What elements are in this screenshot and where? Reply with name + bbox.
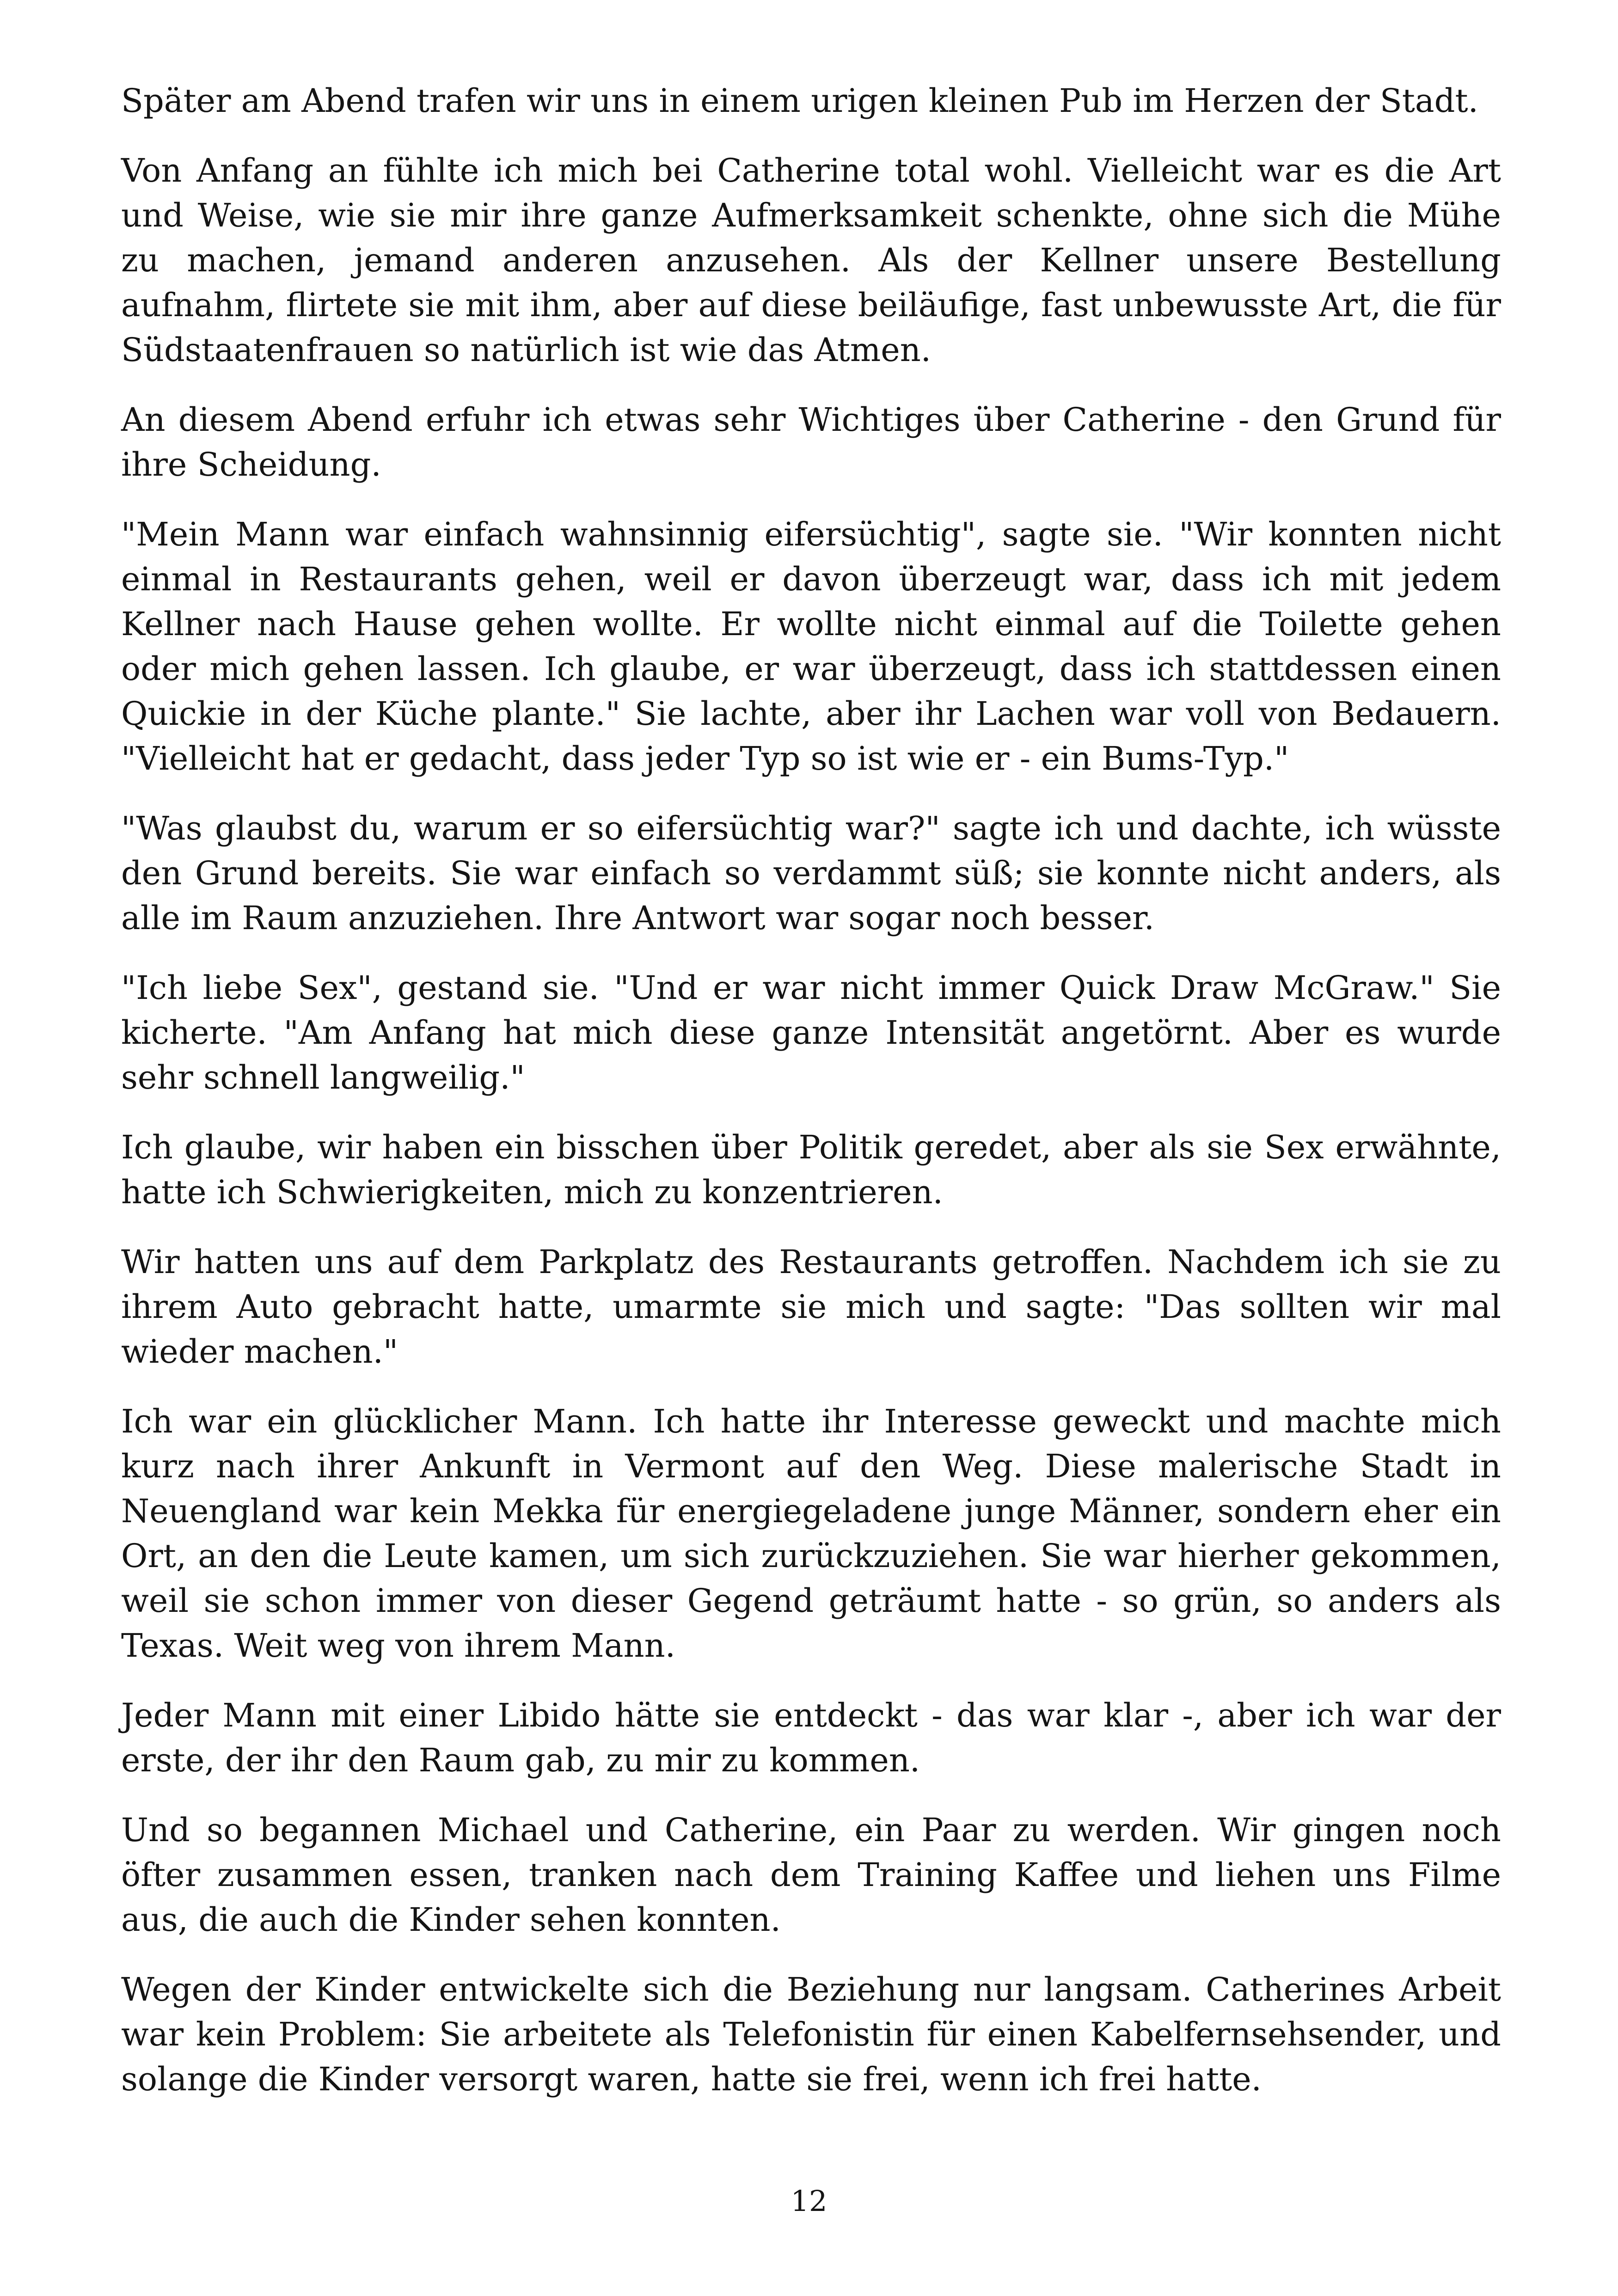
paragraph-2: Von Anfang an fühlte ich mich bei Catherine total wohl. Vielleicht war es die Art und Weise, wie sie mir ihre ganze Aufmerksamkeit schenkte, ohne sich die Mühe zu machen, jemand anderen anzusehen. Als der Kellner unsere Bestellung aufnahm, flirtete sie mit ihm, aber auf diese beiläufige, fast unbewusste Art, die für Südstaatenfrauen so natürlich ist wie das Atmen.: [121, 152, 1501, 369]
paragraph-8: Wir hatten uns auf dem Parkplatz des Restaurants getroffen. Nachdem ich sie zu ihrem Auto gebracht hatte, umarmte sie mich und sagte: "Das sollten wir mal wieder machen.": [121, 1243, 1501, 1371]
paragraph-4: "Mein Mann war einfach wahnsinnig eifersüchtig", sagte sie. "Wir konnten nicht einmal in Restaurants gehen, weil er davon überzeugt war, dass ich mit jedem Kellner nach Hause gehen wollte. Er wollte nicht einmal auf die Toilette gehen oder mich gehen lassen. Ich glaube, er war überzeugt, dass ich stattdessen einen Quickie in der Küche plante." Sie lachte, aber ihr Lachen war voll von Bedauern. "Vielleicht hat er gedacht, dass jeder Typ so ist wie er - ein Bums-Typ.": [121, 515, 1501, 778]
paragraph-6: "Ich liebe Sex", gestand sie. "Und er war nicht immer Quick Draw McGraw." Sie kicherte. "Am Anfang hat mich diese ganze Intensität angetörnt. Aber es wurde sehr schnell langweilig.": [121, 969, 1501, 1096]
paragraph-11: Und so begannen Michael und Catherine, ein Paar zu werden. Wir gingen noch öfter zusammen essen, tranken nach dem Training Kaffee und liehen uns Filme aus, die auch die Kinder sehen konnten.: [121, 1811, 1501, 1939]
paragraph-1: Später am Abend trafen wir uns in einem urigen kleinen Pub im Herzen der Stadt.: [121, 82, 1478, 120]
paragraph-7: Ich glaube, wir haben ein bisschen über Politik geredet, aber als sie Sex erwähnte, hatte ich Schwierigkeiten, mich zu konzentrieren.: [121, 1128, 1501, 1211]
paragraph-10: Jeder Mann mit einer Libido hätte sie entdeckt - das war klar -, aber ich war der erste, der ihr den Raum gab, zu mir zu kommen.: [121, 1696, 1501, 1779]
paragraph-3: An diesem Abend erfuhr ich etwas sehr Wichtiges über Catherine - den Grund für ihre Scheidung.: [121, 401, 1501, 484]
body-text: [121, 79, 1501, 2127]
paragraph-12: Wegen der Kinder entwickelte sich die Beziehung nur langsam. Catherines Arbeit war kein Problem: Sie arbeitete als Telefonistin für einen Kabelfernsehsender, und solange die Kinder versorgt waren, hatte sie frei, wenn ich frei hatte.: [121, 1971, 1501, 2098]
page-number: 12: [791, 2184, 827, 2218]
paragraph-9: Ich war ein glücklicher Mann. Ich hatte ihr Interesse geweckt und machte mich kurz nach ihrer Ankunft in Vermont auf den Weg. Diese malerische Stadt in Neuengland war kein Mekka für energiegeladene junge Männer, sondern eher ein Ort, an den die Leute kamen, um sich zurückzuziehen. Sie war hierher gekommen, weil sie schon immer von dieser Gegend geträumt hatte - so grün, so anders als Texas. Weit weg von ihrem Mann.: [121, 1402, 1501, 1665]
paragraph-5: "Was glaubst du, warum er so eifersüchtig war?" sagte ich und dachte, ich wüsste den Grund bereits. Sie war einfach so verdammt süß; sie konnte nicht anders, als alle im Raum anzuziehen. Ihre Antwort war sogar noch besser.: [121, 809, 1501, 937]
